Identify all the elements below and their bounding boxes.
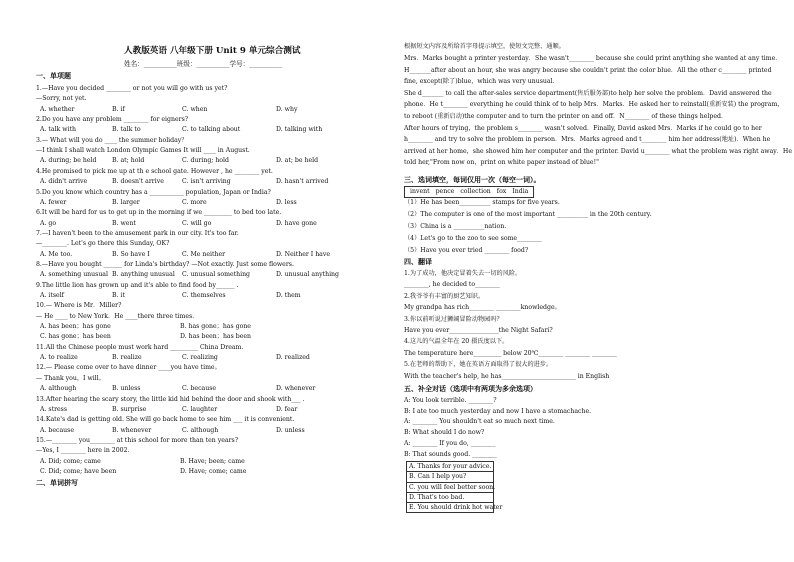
section-single-choice-heading: 一、单项题 <box>36 71 71 80</box>
passage-line: H_______after about an hour, she was angry because she couldn't print the color blue．All the other c________ printed <box>404 66 772 74</box>
option-a: A. to realize <box>40 354 78 362</box>
page-title: 人教版英语 八年级下册 Unit 9 单元综合测试 <box>124 46 301 56</box>
question-text: — He ____ to New York．He ____there three times． <box>36 312 199 320</box>
option-b: B. if <box>112 105 125 113</box>
options-row <box>40 323 320 332</box>
option-c: C. when <box>182 105 208 113</box>
option-c: C. has gone；has been <box>40 333 111 341</box>
dialogue-line: A: ________ You shouldn't eat so much next time. <box>404 418 555 426</box>
option-a: A. didn't arrive <box>40 178 88 186</box>
question-text: 11.All the Chinese people must work hard _________ China Dream. <box>36 343 244 351</box>
option-d: D. hasn't arrived <box>276 178 329 186</box>
translation-line: 3.你以前听说过狮阔冒险动物园吗？ <box>404 315 503 323</box>
option-a: A. Me too. <box>40 250 73 258</box>
passage-intro: 根据短文内容及所给首字母提示填空，使短文完整、通顺。 <box>404 43 565 50</box>
question-text: 8.—Have you bought ______ for Linda's birthday? —Not exactly. Just some flowers. <box>36 260 294 268</box>
option-c: C. isn't arriving <box>182 178 231 186</box>
options-row <box>40 354 320 363</box>
question-text: 4.He promised to pick me up at th e school gate. However , he ________ yet. <box>36 167 273 175</box>
option-a: A. although <box>40 385 77 393</box>
passage-line: She d_______ to call the after-sales service department(售后服务部)to help her solve the problem．David answered the <box>404 89 772 97</box>
section-word-choice-heading: 三、选词填空，每词仅用一次（每空一词）。 <box>404 175 541 184</box>
options-row <box>40 458 320 467</box>
option-c: C. themselves <box>182 292 226 299</box>
question-text: 2.Do you have any problem ________ for eigners? <box>36 116 189 124</box>
option-b: B. anything unusual <box>112 271 175 279</box>
passage-line: to reboot (重新启动)the computer and to turn the printer on and off．N________ of these things helped． <box>404 113 728 120</box>
section-word-spelling-heading: 二、单词拼写 <box>36 478 78 488</box>
option-d: D. realized <box>276 354 310 362</box>
option-b: B. Have; been; came <box>180 457 245 465</box>
option-a: A. stress <box>40 405 68 413</box>
word-choice-item: （5）Have you ever tried ________ food? <box>404 247 529 254</box>
word-choice-item: （2）The computer is one of the most important __________ in the 20th century. <box>404 211 652 218</box>
word-option: invent <box>410 188 430 195</box>
option-d: D. talking with <box>276 126 323 134</box>
question-text: 10.— Where is Mr．Miller? <box>36 302 122 310</box>
options-row <box>40 406 320 415</box>
option-a: A. whether <box>40 105 75 113</box>
dialogue-line: A: ________ If you do, ________ <box>404 439 496 447</box>
dialogue-option: C. you will feel better soon. <box>409 483 496 491</box>
translation-line: 1.为了成功，他决定冒着失去一切的风险。 <box>404 270 522 277</box>
option-c: C. will go <box>182 219 212 227</box>
option-c: C. realizing <box>182 354 218 362</box>
student-info-line: 姓名：__________班级：__________学号：__________ <box>124 60 283 68</box>
options-row <box>40 468 320 477</box>
option-c: C. laughter <box>182 405 218 413</box>
option-c: C. although <box>182 426 219 434</box>
option-b: B. at; hold <box>112 157 145 165</box>
dialogue-line: A: You look terrible. ________? <box>404 397 497 404</box>
word-choice-item: （4）Let's go to the zoo to see some________ <box>404 235 542 242</box>
option-b: B. it <box>112 292 125 299</box>
option-d: D. unless <box>276 426 305 434</box>
option-c: C. Me neither <box>182 250 226 258</box>
dialogue-option: A. Thanks for your advice. <box>409 463 492 470</box>
option-a: A. Did; come; came <box>40 457 101 465</box>
dialogue-option: E. You should drink hot water <box>409 504 503 512</box>
question-text: 1.—Have you decided ________ or not you will go with us yet? <box>36 85 228 92</box>
dialogue-options-box <box>406 461 503 513</box>
question-text: 12.— Please come over to have dinner ____you have time。 <box>36 364 221 372</box>
question-text: —Yes, I ________ here in 2002. <box>36 447 130 455</box>
translation-line: My grandpa has rich________ ________knowledge。 <box>404 304 561 312</box>
option-c: C. during; hold <box>182 157 229 165</box>
dialogue-line: B: What should I do now? <box>404 429 485 437</box>
option-b: B. has gone；has gone <box>180 323 251 331</box>
options-row <box>40 292 320 301</box>
passage-line: fine, except(除了)blue，which was very unusual． <box>404 78 559 86</box>
question-text: 14.Kate's dad is getting old. She will go back home to see him ___ it is convenient. <box>36 416 295 424</box>
question-text: 3.— What will you do ____ the summer holiday？ <box>36 136 188 144</box>
question-text: — Thank you，I will。 <box>36 374 105 382</box>
section-dialogue-heading: 五、补全对话（选项中有两项为多余选项） <box>404 384 537 393</box>
option-d: D. whenever <box>276 385 316 393</box>
options-row <box>40 157 320 166</box>
question-text: 9.The little lion has grown up and it's able to find food by______ . <box>36 281 239 289</box>
options-row <box>40 220 320 229</box>
option-b: B. realize <box>112 354 142 362</box>
options-row <box>40 199 320 208</box>
word-choice-item: （3）China is a __________nation. <box>404 223 507 230</box>
option-a: A. during; be held <box>40 157 97 165</box>
option-a: A. fewer <box>40 198 67 206</box>
word-option: pence <box>435 188 455 195</box>
word-option: collection <box>460 188 491 195</box>
option-d: D. less <box>276 198 297 206</box>
dialogue-option: B. Can I help you? <box>407 471 493 481</box>
option-d: D. them <box>276 292 301 299</box>
option-b: B. surprise <box>112 405 147 413</box>
question-text: —I think I shall watch London Olympic Games It will ____ in August. <box>36 147 250 155</box>
option-a: A. has been；has gone <box>40 323 111 331</box>
option-d: D. Have; come; came <box>180 467 247 475</box>
option-b: B. doesn't arrive <box>112 178 164 186</box>
option-b: B. talk to <box>112 126 141 134</box>
option-d: D. has been；has been <box>180 333 252 341</box>
question-text: —Sorry, not yet. <box>36 95 87 103</box>
option-b: B. went <box>112 219 136 227</box>
word-option: India <box>512 188 529 195</box>
option-a: A. itself <box>40 292 64 299</box>
options-row <box>40 427 320 436</box>
dialogue-line: B: That sounds good. ________ <box>404 450 497 458</box>
word-option: fox <box>496 188 507 195</box>
translation-line: 5.在老师的帮助下，她在英语方面取得了很大的进步。 <box>404 361 553 369</box>
options-row <box>40 250 331 260</box>
passage-line: told her,"From now on，print on white paper instead of blue!" <box>404 159 599 167</box>
passage-line: After hours of trying，the problem s________ wasn't solved．Finally, David asked Mrs．Marks if he could go to her <box>404 124 762 132</box>
option-d: D. unusual anything <box>276 271 339 279</box>
option-b: B. whenever <box>112 426 152 434</box>
translation-line: 2.我爷爷有丰富的厨艺知识。 <box>404 292 485 300</box>
option-a: A. something unusual <box>40 271 108 279</box>
word-box <box>404 186 534 198</box>
options-row <box>40 178 329 187</box>
option-a: A. go <box>40 219 57 227</box>
options-row <box>40 271 339 280</box>
translation-line: 4.这儿的气温全年在 20 摄氏度以下。 <box>404 338 509 346</box>
option-a: A. because <box>40 426 75 434</box>
option-b: B. larger <box>112 198 140 206</box>
translation-line: With the teacher's help, he has________________________ in English <box>404 372 610 380</box>
options-row <box>40 126 323 135</box>
options-row <box>40 333 320 342</box>
option-c: C. more <box>182 198 207 206</box>
option-b: B. unless <box>112 385 141 393</box>
option-d: D. at; be held <box>276 157 319 165</box>
option-c: C. unusual something <box>182 271 251 279</box>
question-text: —________. Let's go there this Sunday, OK? <box>36 240 170 248</box>
section-translation-heading: 四、翻译 <box>404 257 432 266</box>
question-text: 13.After hearing the scary story, the little kid hid behind the door and shook with___ . <box>36 395 305 403</box>
translation-line: Have you ever________________the Night Safari? <box>404 327 553 334</box>
passage-line: Mrs．Marks bought a printer yesterday．She wasn't________ because she could print anything she wanted at any time． <box>404 55 782 62</box>
option-c: C. Did; come; have been <box>40 467 117 475</box>
question-text: 15.—________ you________ at this school for more than ten years? <box>36 436 239 444</box>
passage-line: arrived at her home，she showed him her computer and the printer. David u________ what the problem was right away．He <box>404 147 792 155</box>
option-d: D. Neither I have <box>276 250 331 258</box>
option-a: A. talk with <box>40 126 77 134</box>
options-row <box>40 385 320 394</box>
question-text: 6.It will be hard for us to get up in the morning if we _________ to bed too late. <box>36 209 282 217</box>
question-text: 5.Do you know which country has a ___________ population, Japan or India? <box>36 188 271 196</box>
option-d: D. why <box>276 105 298 113</box>
question-text: 7.—I haven't been to the amusement park in our city. It's too far. <box>36 229 239 237</box>
options-row <box>40 106 320 115</box>
passage-line: phone．He t________ everything he could think of to help Mrs．Marks．He asked her to reinstall(重新安装) the program， <box>404 101 784 109</box>
option-d: D. have gone <box>276 219 317 227</box>
option-c: C. because <box>182 385 217 393</box>
translation-line: The temperature here_________ below 20℃________ ________ ________ <box>404 349 617 357</box>
option-b: B. So have I <box>112 250 150 258</box>
word-choice-item: （1）He has been__________ stamps for five years. <box>404 199 560 206</box>
dialogue-option: D. That's too bad. <box>407 492 493 502</box>
dialogue-line: B: I ate too much yesterday and now I have a stomachache. <box>404 407 592 415</box>
translation-line: ________, he decided to________ <box>404 281 500 289</box>
passage-line: h________ and try to solve the problem in person．Mrs．Marks agreed and t________ him her address(地址)．When he <box>404 136 771 144</box>
option-c: C. to talking about <box>182 126 241 134</box>
option-d: D. fear <box>276 405 298 413</box>
